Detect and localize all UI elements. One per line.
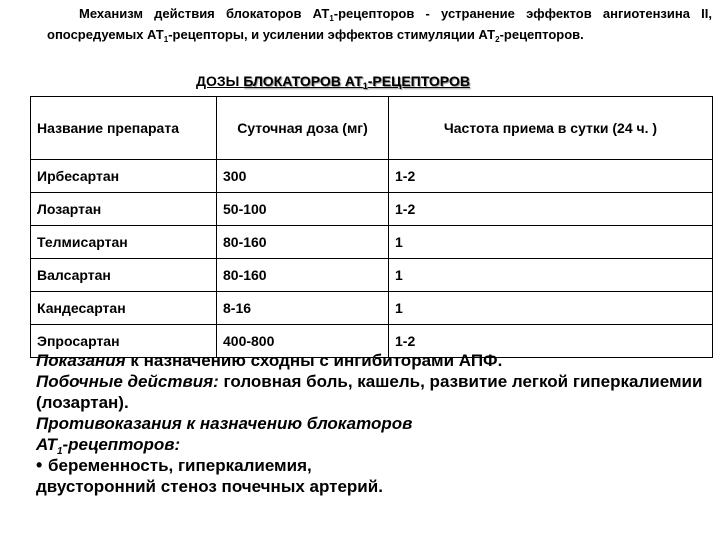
- cell-drug: Кандесартан: [31, 292, 217, 325]
- info-block: [36, 350, 712, 497]
- table-row: [31, 226, 713, 259]
- intro-paragraph: [47, 3, 712, 45]
- contraindications-list-item: [36, 455, 712, 497]
- intro-subscript-1: 1: [329, 14, 334, 23]
- cell-frequency: 1-2: [389, 160, 713, 193]
- bullet-line-1: беременность, гиперкалиемия,: [48, 456, 312, 475]
- table-row: [31, 259, 713, 292]
- cell-frequency: 1-2: [389, 193, 713, 226]
- cell-dose: 300: [217, 160, 389, 193]
- indications-line: [36, 350, 712, 371]
- intro-subscript-2: 1: [163, 35, 169, 44]
- cell-dose: 50-100: [217, 193, 389, 226]
- table-row: [31, 193, 713, 226]
- table-heading: [196, 72, 616, 90]
- heading-main: [243, 73, 470, 89]
- table-row: [31, 160, 713, 193]
- header-daily-dose: Суточная доза (мг): [217, 97, 389, 160]
- side-effects-line: [36, 371, 712, 413]
- heading-prefix: ДОЗЫ: [196, 73, 244, 89]
- cell-frequency: 1: [389, 292, 713, 325]
- contra-label-line-2: АТ: [36, 435, 57, 454]
- intro-subscript-3: 2: [495, 35, 500, 44]
- side-effects-text: головная боль, кашель, развитие легкой гиперкалиемии (лозартан).: [36, 372, 703, 412]
- cell-drug: Лозартан: [31, 193, 217, 226]
- cell-dose: 8-16: [217, 292, 389, 325]
- contra-label-line-3: -рецепторов:: [62, 435, 181, 454]
- indications-text: к назначению сходны с ингибиторами АПФ.: [125, 351, 503, 370]
- cell-drug: Ирбесартан: [31, 160, 217, 193]
- cell-frequency: 1: [389, 226, 713, 259]
- intro-text-4: -рецепторов.: [499, 27, 584, 42]
- intro-text-2: -рецепторов - устранение эффектов ангиотензина II, опосредуемых АТ: [47, 6, 712, 42]
- contra-subscript: 1: [56, 446, 63, 457]
- heading-subscript: 1: [362, 81, 368, 91]
- heading-suffix: -РЕЦЕПТОРОВ: [367, 73, 470, 89]
- cell-dose: 80-160: [217, 259, 389, 292]
- heading-main-text: БЛОКАТОРОВ АТ: [243, 73, 363, 89]
- header-frequency: Частота приема в сутки (24 ч. ): [389, 97, 713, 160]
- intro-text-1: Механизм действия блокаторов АТ: [79, 6, 330, 21]
- contra-label-line-1: Противоказания к назначению блокаторов: [36, 414, 413, 433]
- header-drug-name: Название препарата: [31, 97, 217, 160]
- cell-dose: 80-160: [217, 226, 389, 259]
- cell-drug: Телмисартан: [31, 226, 217, 259]
- side-effects-label: Побочные действия:: [36, 372, 219, 391]
- cell-frequency: 1: [389, 259, 713, 292]
- bullet-dot-icon: •: [36, 455, 43, 475]
- cell-dose: 400-800: [217, 325, 389, 358]
- intro-text-3: -рецепторы, и усилении эффектов стимуляции АТ: [168, 27, 496, 42]
- bullet-line-2: двусторонний стеноз почечных артерий.: [36, 477, 383, 496]
- contraindications-label: [36, 413, 712, 455]
- cell-drug: Эпросартан: [31, 325, 217, 358]
- doses-table: [30, 96, 713, 358]
- cell-frequency: 1-2: [389, 325, 713, 358]
- table-header-row: [31, 97, 713, 160]
- cell-drug: Валсартан: [31, 259, 217, 292]
- table-row: [31, 292, 713, 325]
- indications-label: Показания: [36, 351, 126, 370]
